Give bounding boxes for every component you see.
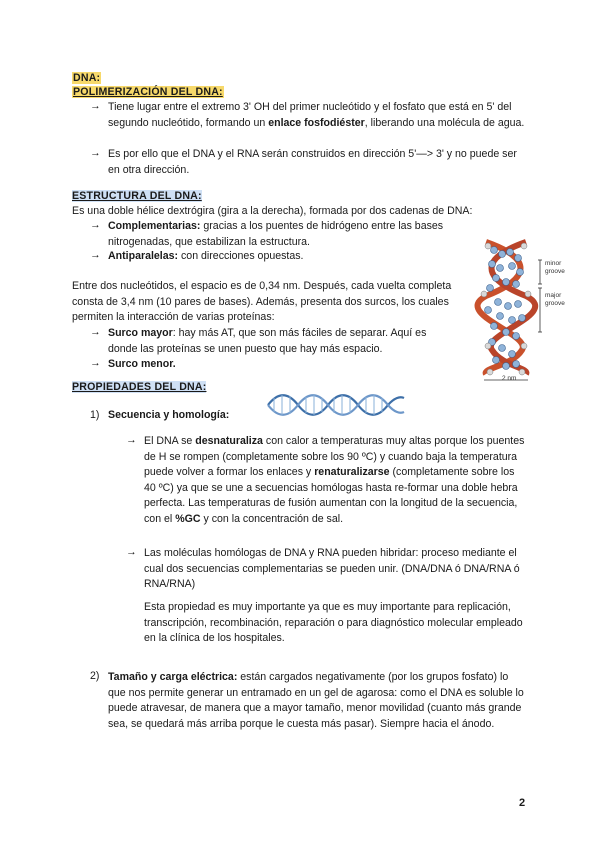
polimerizacion-heading: POLIMERIZACIÓN DEL DNA: xyxy=(73,86,223,98)
item-1-number: 1) xyxy=(90,409,100,421)
arrow-icon: → xyxy=(126,546,137,558)
arrow-icon: → xyxy=(90,357,101,369)
propiedades-heading: PROPIEDADES DEL DNA: xyxy=(72,381,207,393)
major-groove-label: major groove xyxy=(545,292,565,307)
estructura-bullet-surco-menor: Surco menor. xyxy=(108,358,176,370)
scale-label: 2 nm xyxy=(502,375,517,382)
page-number: 2 xyxy=(519,797,526,809)
arrow-icon: → xyxy=(90,147,101,159)
arrow-icon: → xyxy=(90,100,101,112)
polimerizacion-bullet-1: Tiene lugar entre el extremo 3' OH del primer nucleótido y el fosfato que está en 5' del segundo nucleótido, formando un enlace fosfodiéster, liberando una molécula de agua. xyxy=(108,101,525,129)
estructura-intro: Es una doble hélice dextrógira (gira a la derecha), formada por dos cadenas de DNA: xyxy=(72,205,473,217)
propiedad-desnaturalizacion: El DNA se desnaturaliza con calor a temperaturas muy altas porque los puentes de H se rompen (completamente sobre los 90 ºC) y cuando baja la temperatura puede volver a formar los enlaces y renaturalizarse (completamente sobre los 40 ºC) ya que se une a secuencias homólogas hasta re-formar una doble hebra perfecta. Las temperaturas de fusión aumentan con la longitud de la secuencia, con el %GC y con la concentración de sal. xyxy=(144,435,525,525)
item-2-number: 2) xyxy=(90,670,100,682)
arrow-icon: → xyxy=(90,219,101,231)
polimerizacion-bullet-2: Es por ello que el DNA y el RNA serán construidos en dirección 5'—> 3' y no puede ser en otra dirección. xyxy=(108,148,517,176)
propiedad-importancia: Esta propiedad es muy importante ya que es muy importante para replicación, transcripción, recombinación, reparación o para diagnóstico molecular empleado en la clínica de los hospitales. xyxy=(144,601,523,645)
propiedad-tamano-carga: Tamaño y carga eléctrica: están cargados negativamente (por los grupos fosfato) lo que nos permite generar un entramado en un gel de agarosa: como el DNA es soluble lo puede atravesar, de manera que a mayor tamaño, menor movilidad (cuanto más grande sea, se quedará más arriba porque le cuesta más pasar). Siempre hacia el ánodo. xyxy=(108,671,524,730)
estructura-bullet-surco-mayor: Surco mayor: hay más AT, que son más fáciles de separar. Aquí es donde las proteínas se unen puesto que hay más espacio. xyxy=(108,327,427,355)
minor-groove-label: minor groove xyxy=(545,260,565,275)
estructura-paragraph: Entre dos nucleótidos, el espacio es de 0,34 nm. Después, cada vuelta completa consta de 3,4 nm (10 pares de bases). Además, presenta dos surcos, los cuales permiten la interacción de varias proteínas: xyxy=(72,280,452,324)
propiedad-hibridacion: Las moléculas homólogas de DNA y RNA pueden hibridar: proceso mediante el cual dos secuencias complementarias se pueden unir. (DNA/DNA ó DNA/RNA ó RNA/RNA) xyxy=(144,547,520,591)
dna-title: DNA: xyxy=(73,72,101,84)
arrow-icon: → xyxy=(90,249,101,261)
dna-banner-image xyxy=(266,390,406,420)
arrow-icon: → xyxy=(126,434,137,446)
estructura-bullet-complementarias: Complementarias: gracias a los puentes de hidrógeno entre las bases nitrogenadas, que estabilizan la estructura. xyxy=(108,220,444,248)
item-1-title: Secuencia y homología: xyxy=(108,409,230,421)
arrow-icon: → xyxy=(90,326,101,338)
estructura-heading: ESTRUCTURA DEL DNA: xyxy=(72,190,202,202)
estructura-bullet-antiparalelas: Antiparalelas: con direcciones opuestas. xyxy=(108,250,304,262)
